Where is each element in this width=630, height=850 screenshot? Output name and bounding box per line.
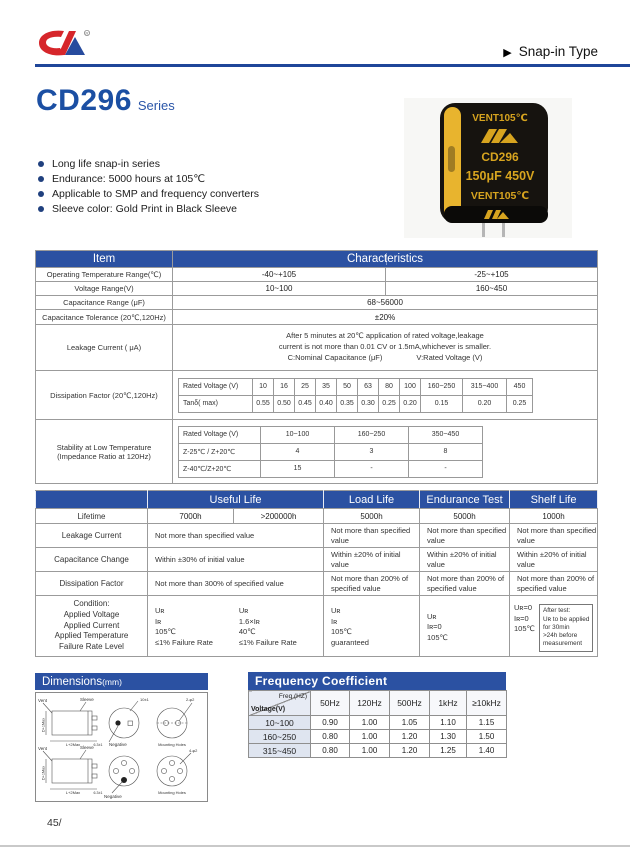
d1max-label: D+1Max [41,765,46,781]
table-cell: Not more than specified value [324,524,420,548]
table-row [179,395,533,412]
table-cell: Within ±30% of initial value [148,548,324,572]
stability-cell [173,420,598,484]
table-cell: 3 [335,443,409,460]
table-cell: 160~250 [335,426,409,443]
condition-value: Iʀ [331,616,338,626]
table-cell: 15 [261,460,335,477]
row-label: Operating Temperature Range(℃) [36,268,173,282]
table-cell: 0.35 [337,395,358,412]
brand-logo-icon [34,26,92,62]
dimensions-header [35,673,208,690]
condition-value: 40℃ [238,627,256,637]
leakage-description [173,325,598,371]
condition-value: guaranteed [331,637,369,647]
frequency-coefficient-title: Frequency Coefficient [248,672,506,690]
stability-label-line: (Impedance Ratio at 120Hz) [57,451,151,461]
table-cell: 350~450 [409,426,483,443]
col-header-load-life: Load Life [324,491,420,509]
leakage-note-v: V:Rated Voltage (V) [416,352,483,362]
table-row [36,310,598,325]
row-label: Capacitance Change [36,548,148,572]
mounting-holes-label: Mounting Holes [158,742,186,747]
vent-label: Vent [38,746,48,751]
d1max-label: D+1Max [41,717,46,733]
table-cell: Not more than 200% of specified value [510,572,598,596]
table-row-dissipation [36,371,598,420]
table-cell: ±20% [173,310,598,325]
table-cell: 1000h [510,509,598,524]
table-row-diss-factor [36,572,598,596]
col-header-characteristics: Characteristics [173,251,598,268]
bullet-icon [38,206,44,212]
condition-label-line: Failure Rate Level [59,642,124,652]
table-cell: 0.25 [507,395,533,412]
condition-label-line: Applied Current [63,620,120,630]
row-label: Voltage Range(V) [36,282,173,296]
table-cell: 0.20 [463,395,507,412]
table-cell: 1.20 [390,730,430,744]
leakage-note-c: C:Nominal Capacitance (μF) [287,352,383,362]
cap-model-label: CD296 [481,150,519,164]
freq-axis-label: Freq.(HZ) [278,693,307,700]
header-divider [35,64,630,67]
table-cell: 0.30 [358,395,379,412]
note-line: After test: [542,607,571,615]
note-line: for 30min [542,623,570,631]
table-row-leakage [36,325,598,371]
table-row [179,426,483,443]
table-cell: 1.10 [430,716,467,730]
table-cell: 80 [379,378,400,395]
diagonal-header-cell [249,691,311,716]
table-cell: 1.50 [467,730,507,744]
condition-block [331,606,419,648]
note-line: Uʀ to be applied [542,615,590,623]
table-cell: 7000h [148,509,234,524]
condition-value: Uʀ [331,606,341,616]
leakage-line: After 5 minutes at 20℃ application of rated voltage,leakage [286,331,484,341]
condition-load-life [324,596,420,657]
frequency-coefficient-table [248,690,507,758]
table-cell: 0.15 [421,395,463,412]
col-header-item: Item [36,251,173,268]
table-cell: 4 [261,443,335,460]
condition-block [427,612,509,644]
cap-vent-top-label: VENT105℃ [472,113,528,124]
header-category [503,44,598,59]
leakage-line: current is not more than 0.01 CV or 1.5mA,whichever is smaller. [278,342,492,352]
condition-value: ≤1% Failure Rate [155,637,213,647]
feature-text: Endurance: 5000 hours at 105℃ [52,172,206,185]
pitch-label: 10±1 [140,697,149,702]
capacitor-image [404,98,572,238]
table-row-condition [36,596,598,657]
table-cell: 1.40 [467,744,507,758]
table-cell: -25~+105 [386,268,598,282]
table-cell: 0.45 [295,395,316,412]
condition-value: 105℃ [331,627,352,637]
table-cell: 0.55 [253,395,274,412]
row-label [36,596,148,657]
life-test-table [35,490,598,657]
row-label [36,420,173,484]
condition-value: 1.6×Iʀ [238,616,260,626]
table-header-row [36,491,598,509]
table-row [36,268,598,282]
condition-useful-life [148,596,324,657]
table-row-lifetime [36,509,598,524]
col-header: 1kHz [430,691,467,716]
dissipation-table [178,378,533,413]
table-cell: 35 [316,378,337,395]
cap-rating-label: 150μF 450V [465,169,535,183]
row-label: Dissipation Factor [36,572,148,596]
condition-value: Uʀ [155,606,165,616]
row-label: Dissipation Factor (20℃,120Hz) [36,371,173,420]
col-header: 120Hz [350,691,390,716]
footer-divider [0,845,630,847]
table-cell: Not more than specified value [148,524,324,548]
table-cell: 0.25 [379,395,400,412]
svg-text:R: R [85,30,89,36]
table-cell: 160~450 [386,282,598,296]
table-cell: 0.80 [311,730,350,744]
table-row [179,460,483,477]
mounting-holes-label: Mounting Holes [158,790,186,795]
condition-block [514,603,535,652]
feature-text: Sleeve color: Gold Print in Black Sleeve [52,202,238,215]
col-header: 50Hz [311,691,350,716]
condition-label-line: Applied Temperature [54,631,129,641]
table-cell: - [409,460,483,477]
dissipation-cell [173,371,598,420]
table-cell: Not more than 300% of specified value [148,572,324,596]
table-row [36,296,598,310]
table-cell: 0.40 [316,395,337,412]
header-category-label: Snap-in Type [518,44,598,59]
col-header: 500Hz [390,691,430,716]
l2max-label: L+2Max [65,790,81,795]
stability-table [178,426,483,478]
table-row [179,443,483,460]
row-label: Z-40℃/Z+20℃ [179,460,261,477]
table-cell: 1.25 [430,744,467,758]
table-cell: 63 [358,378,379,395]
series-code: CD296 [36,84,132,117]
page-title [36,84,175,118]
table-cell: 1.15 [467,716,507,730]
row-label: Capacitance Range (μF) [36,296,173,310]
dimensions-drawings [35,692,208,802]
cap-vent-bottom-label: VENT105℃ [470,190,530,202]
terminal-dim-label: 6.3±1 [93,743,103,747]
condition-value: ≤1% Failure Rate [238,637,297,647]
triangle-icon: ▶ [503,47,512,59]
negative-label: Negative [109,742,127,747]
table-cell: 100 [400,378,421,395]
col-header-empty [36,491,148,509]
table-cell: 50 [337,378,358,395]
condition-value: 105℃ [514,624,535,634]
terminal-dim-label: 6.3±1 [93,791,103,795]
condition-block [155,606,213,648]
row-label: Leakage Current ( μA) [36,325,173,371]
row-label: 160~250 [249,730,311,744]
col-header-shelf-life: Shelf Life [510,491,598,509]
table-cell: Not more than 200% of specified value [324,572,420,596]
condition-label-line: Applied Voltage [63,609,120,619]
holes2-label: 2-φ2 [186,697,195,702]
feature-text: Applicable to SMP and frequency converters [52,187,260,200]
table-cell: 0.80 [311,744,350,758]
table-cell: 0.50 [274,395,295,412]
dimensions-unit: (mm) [102,677,122,687]
table-cell: Within ±20% of initial value [420,548,510,572]
table-row [249,730,507,744]
table-cell: 5000h [324,509,420,524]
row-label: Leakage Current [36,524,148,548]
l2max-label: L+2Max [65,742,81,747]
table-cell: 1.00 [350,744,390,758]
product-photo [404,98,572,238]
table-cell: Not more than specified value [420,524,510,548]
table-row [249,716,507,730]
table-cell: 10 [253,378,274,395]
row-label: 10~100 [249,716,311,730]
table-cell: 5000h [420,509,510,524]
table-cell: 450 [507,378,533,395]
table-cell: 8 [409,443,483,460]
note-line: >24h before [542,632,578,640]
condition-block [239,606,297,648]
feature-item [38,186,259,201]
col-header-endurance-test: Endurance Test [420,491,510,509]
condition-value: Iʀ=0 [514,613,529,623]
shelf-life-note [539,604,593,652]
row-label: Rated Voltage (V) [179,378,253,395]
sleeve-label: Sleeve [80,697,94,702]
condition-value: Uʀ [238,606,249,616]
feature-text: Long life snap-in series [52,157,160,170]
condition-value: Uʀ [427,611,437,621]
row-label: Capacitance Tolerance (20℃,120Hz) [36,310,173,325]
table-cell: -40~+105 [173,268,386,282]
page-number: 45/ [47,817,62,829]
stability-label-line: Stability at Low Temperature [56,442,152,452]
feature-item [38,156,259,171]
feature-list [38,156,259,216]
col-header-useful-life: Useful Life [148,491,324,509]
table-cell: 1.30 [430,730,467,744]
negative-label: Negative [104,794,122,799]
table-row-leakage [36,524,598,548]
row-label: Z-25℃ / Z+20℃ [179,443,261,460]
sleeve-label: Sleeve [80,745,94,750]
table-cell: 160~250 [421,378,463,395]
table-header-row [249,691,507,716]
table-row [249,744,507,758]
bullet-icon [38,161,44,167]
frequency-coefficient-section [248,672,506,758]
condition-label-line: Condition: [73,599,110,608]
table-cell: 0.90 [311,716,350,730]
series-suffix: Series [137,98,175,113]
row-label: 315~450 [249,744,311,758]
dimensions-title: Dimensions [42,675,103,688]
table-cell: Within ±20% of initial value [510,548,598,572]
table-cell: Within ±20% of initial value [324,548,420,572]
feature-item [38,201,259,216]
condition-value: Iʀ=0 [427,622,442,632]
dimensions-diagram [36,693,207,801]
table-row [179,378,533,395]
row-label: Rated Voltage (V) [179,426,261,443]
table-cell: 10~100 [173,282,386,296]
condition-value: 105℃ [427,632,448,642]
table-row-stability [36,420,598,484]
condition-value: Iʀ [155,616,162,626]
table-cell: 10~100 [261,426,335,443]
table-cell: Not more than 200% of specified value [420,572,510,596]
table-cell: 25 [295,378,316,395]
table-cell: 0.20 [400,395,421,412]
bullet-icon [38,176,44,182]
table-cell: 1.20 [390,744,430,758]
bullet-icon [38,191,44,197]
brand-logo [34,26,92,62]
table-cell: 315~400 [463,378,507,395]
note-line: measurement [542,640,583,648]
vent-label: Vent [38,698,48,703]
feature-item [38,171,259,186]
leakage-line [173,353,597,364]
row-label: Tanδ( max) [179,395,253,412]
table-cell: Not more than specified value [510,524,598,548]
characteristics-table [35,250,598,484]
condition-endurance-test [420,596,510,657]
condition-value: 105℃ [155,627,176,637]
table-cell: 1.05 [390,716,430,730]
condition-value: Uʀ=0 [514,603,533,613]
table-cell: 68~56000 [173,296,598,310]
table-row [36,282,598,296]
table-header-row [36,251,598,268]
row-label: Lifetime [36,509,148,524]
table-cell: 1.00 [350,716,390,730]
table-row-cap-change [36,548,598,572]
table-cell: 16 [274,378,295,395]
col-header: ≥10kHz [467,691,507,716]
holes4-label: 4-φ2 [189,748,198,753]
condition-shelf-life [510,596,598,657]
voltage-axis-label: Voltage(V) [251,706,286,713]
table-cell: - [335,460,409,477]
table-cell: 1.00 [350,730,390,744]
table-cell: >200000h [234,509,324,524]
